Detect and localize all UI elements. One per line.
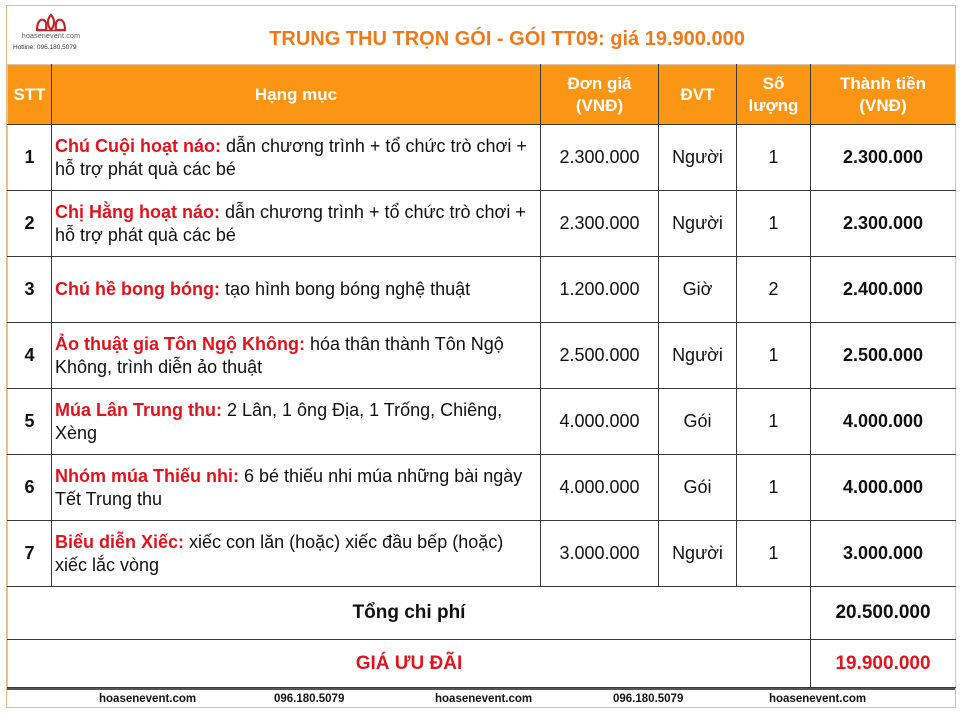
total-cost-label: Tổng chi phí bbox=[8, 587, 811, 640]
header-total bbox=[811, 65, 956, 125]
cell-item bbox=[52, 521, 541, 587]
quote-table bbox=[7, 64, 956, 688]
item-title: Chị Hằng hoạt náo: bbox=[55, 201, 220, 222]
header-total-line2: (VNĐ) bbox=[859, 95, 907, 115]
footer-watermark bbox=[7, 688, 955, 707]
cell-item bbox=[52, 125, 541, 191]
cell-stt: 4 bbox=[8, 323, 52, 389]
cell-qty: 1 bbox=[737, 389, 811, 455]
cell-total: 4.000.000 bbox=[811, 389, 956, 455]
cell-unit: Người bbox=[659, 323, 737, 389]
item-desc: dẫn chương trình + tổ chức trò chơi + hỗ trợ phát quà các bé bbox=[55, 135, 527, 179]
cell-item bbox=[52, 389, 541, 455]
footer-site: hoasenevent.com bbox=[435, 693, 533, 705]
footer-phone: 096.180.5079 bbox=[613, 693, 684, 705]
total-cost-row bbox=[8, 587, 956, 640]
header-total-line1: Thành tiền bbox=[840, 73, 926, 93]
cell-unit: Người bbox=[659, 191, 737, 257]
cell-price: 4.000.000 bbox=[541, 389, 659, 455]
deal-price-row bbox=[8, 640, 956, 688]
logo-hotline-text: Hotline: 096.180.5079 bbox=[13, 44, 77, 51]
cell-price: 2.300.000 bbox=[541, 125, 659, 191]
cell-total: 2.300.000 bbox=[811, 191, 956, 257]
header-qty-line2: lượng bbox=[748, 95, 799, 115]
cell-price: 2.500.000 bbox=[541, 323, 659, 389]
footer-site: hoasenevent.com bbox=[769, 693, 867, 705]
cell-price: 4.000.000 bbox=[541, 455, 659, 521]
cell-unit: Gói bbox=[659, 455, 737, 521]
table-row bbox=[8, 257, 956, 323]
item-title: Múa Lân Trung thu: bbox=[55, 399, 222, 420]
header-qty bbox=[737, 65, 811, 125]
cell-unit: Người bbox=[659, 125, 737, 191]
cell-unit: Người bbox=[659, 521, 737, 587]
item-desc: 2 Lân, 1 ông Địa, 1 Trống, Chiêng, Xèng bbox=[55, 399, 503, 443]
header-qty-line1: Số bbox=[762, 73, 785, 93]
table-row bbox=[8, 521, 956, 587]
item-title: Chú Cuội hoạt náo: bbox=[55, 135, 221, 156]
cell-qty: 1 bbox=[737, 191, 811, 257]
header-item: Hạng mục bbox=[52, 65, 541, 125]
cell-qty: 2 bbox=[737, 257, 811, 323]
cell-stt: 2 bbox=[8, 191, 52, 257]
cell-stt: 7 bbox=[8, 521, 52, 587]
cell-stt: 3 bbox=[8, 257, 52, 323]
cell-total: 2.300.000 bbox=[811, 125, 956, 191]
item-desc: dẫn chương trình + tổ chức trò chơi + hỗ trợ phát quà các bé bbox=[55, 201, 526, 245]
cell-stt: 6 bbox=[8, 455, 52, 521]
price-sheet bbox=[6, 5, 956, 708]
header-price bbox=[541, 65, 659, 125]
table-row bbox=[8, 389, 956, 455]
cell-total: 4.000.000 bbox=[811, 455, 956, 521]
cell-qty: 1 bbox=[737, 125, 811, 191]
cell-item bbox=[52, 455, 541, 521]
table-row bbox=[8, 323, 956, 389]
cell-qty: 1 bbox=[737, 521, 811, 587]
cell-stt: 1 bbox=[8, 125, 52, 191]
cell-unit: Giờ bbox=[659, 257, 737, 323]
cell-stt: 5 bbox=[8, 389, 52, 455]
table-row bbox=[8, 191, 956, 257]
item-desc: 6 bé thiếu nhi múa những bài ngày Tết Trung thu bbox=[55, 465, 523, 509]
item-desc: tạo hình bong bóng nghệ thuật bbox=[219, 279, 471, 299]
cell-unit: Gói bbox=[659, 389, 737, 455]
table-header-row bbox=[8, 65, 956, 125]
footer-site: hoasenevent.com bbox=[99, 693, 197, 705]
item-title: Chú hề bong bóng: bbox=[55, 279, 220, 299]
header-price-line1: Đơn giá bbox=[567, 73, 632, 93]
page-title: TRUNG THU TRỌN GÓI - GÓI TT09: giá 19.900.000 bbox=[269, 28, 745, 50]
cell-item bbox=[52, 191, 541, 257]
item-title: Ảo thuật gia Tôn Ngộ Không: bbox=[55, 333, 305, 354]
header-price-line2: (VNĐ) bbox=[575, 95, 624, 115]
cell-qty: 1 bbox=[737, 455, 811, 521]
cell-total: 2.500.000 bbox=[811, 323, 956, 389]
cell-qty: 1 bbox=[737, 323, 811, 389]
header-bar bbox=[7, 6, 955, 64]
table-row bbox=[8, 455, 956, 521]
deal-price-label: GIÁ ƯU ĐÃI bbox=[8, 640, 811, 688]
item-title: Nhóm múa Thiếu nhi: bbox=[55, 465, 239, 486]
deal-price-value: 19.900.000 bbox=[811, 640, 956, 688]
item-desc: xiếc con lăn (hoặc) xiếc đầu bếp (hoặc) xiếc lắc vòng bbox=[55, 531, 504, 575]
header-unit: ĐVT bbox=[659, 65, 737, 125]
cell-total: 3.000.000 bbox=[811, 521, 956, 587]
item-desc: hóa thân thành Tôn Ngộ Không, trình diễn ảo thuật bbox=[55, 333, 504, 377]
cell-price: 3.000.000 bbox=[541, 521, 659, 587]
cell-item bbox=[52, 257, 541, 323]
cell-price: 1.200.000 bbox=[541, 257, 659, 323]
footer-phone: 096.180.5079 bbox=[274, 693, 345, 705]
item-title: Biểu diễn Xiếc: bbox=[55, 531, 185, 552]
cell-item bbox=[52, 323, 541, 389]
cell-total: 2.400.000 bbox=[811, 257, 956, 323]
header-stt: STT bbox=[8, 65, 52, 125]
table-row bbox=[8, 125, 956, 191]
logo-site-text: hoasenevent.com bbox=[21, 33, 81, 40]
total-cost-value: 20.500.000 bbox=[811, 587, 956, 640]
cell-price: 2.300.000 bbox=[541, 191, 659, 257]
